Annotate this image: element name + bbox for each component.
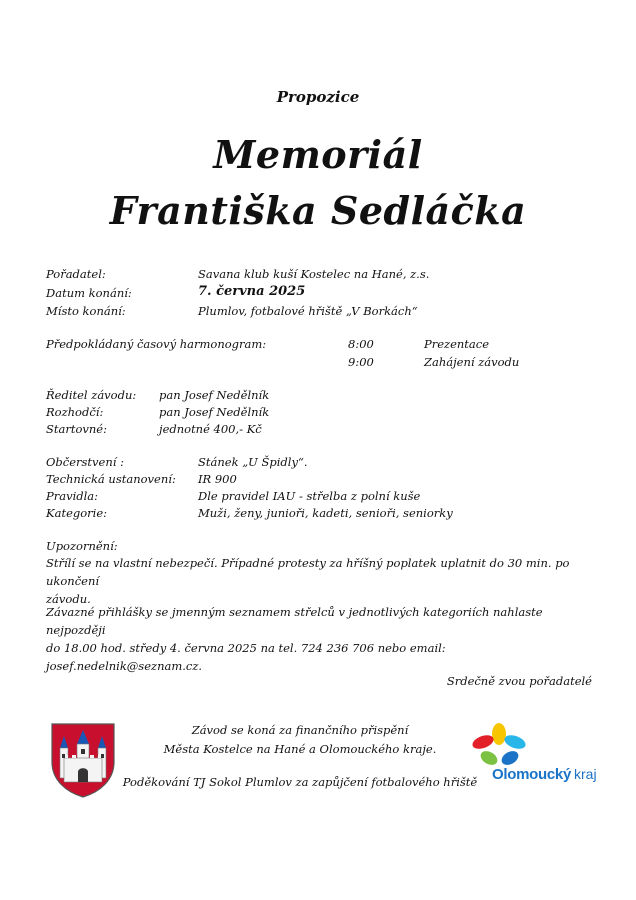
category-value: Muži, ženy, junioři, kadeti, senioři, seniorky <box>198 506 453 520</box>
olomoucky-kraj-logo <box>468 722 598 798</box>
flower-icon <box>470 722 528 768</box>
warning-text <box>46 554 594 608</box>
food-value: Stánek „U Špidly“. <box>198 455 308 469</box>
schedule-event: Prezentace <box>424 337 490 351</box>
logo-word-olomoucky: Olomoucký <box>492 766 571 783</box>
rules-label: Pravidla: <box>46 489 99 503</box>
director-value: pan Josef Nedělník <box>159 388 270 402</box>
city-coat-of-arms <box>50 722 116 798</box>
tech-value: IR 900 <box>198 472 237 486</box>
document-title-line1: Memoriál <box>213 132 423 177</box>
rules-value: Dle pravidel IAU - střelba z polní kuše <box>198 489 421 503</box>
food-label: Občerstvení : <box>46 455 124 469</box>
registration-line: do 18.00 hod. středy 4. června 2025 na tel. 724 236 706 nebo email: josef.nedelnik@seznam.cz. <box>46 641 446 673</box>
registration-text <box>46 603 594 675</box>
document-subtitle: Propozice <box>276 88 360 106</box>
judge-label: Rozhodčí: <box>46 405 104 419</box>
judge-value: pan Josef Nedělník <box>159 405 270 419</box>
footer-sponsor-line2: Města Kostelce na Hané a Olomouckého kraje. <box>163 742 437 756</box>
date-label: Datum konání: <box>46 286 132 300</box>
place-value: Plumlov, fotbalové hřiště „V Borkách“ <box>198 304 418 318</box>
category-label: Kategorie: <box>46 506 108 520</box>
tech-label: Technická ustanovení: <box>46 472 176 486</box>
schedule-label: Předpokládaný časový harmonogram: <box>46 337 267 351</box>
warning-line: Střílí se na vlastní nebezpečí. Případné protesty za hříšný poplatek uplatnit do 30 min. po ukončení <box>46 556 570 588</box>
organizer-value: Savana klub kuší Kostelec na Hané, z.s. <box>198 267 430 281</box>
fee-value: jednotné 400,- Kč <box>159 422 262 436</box>
warning-line: závodu. <box>46 592 91 606</box>
organizer-label: Pořadatel: <box>46 267 106 281</box>
warning-title: Upozornění: <box>46 539 118 553</box>
schedule-event: Zahájení závodu <box>424 355 520 369</box>
schedule-time: 9:00 <box>348 355 374 369</box>
logo-wordmark <box>492 766 602 796</box>
director-label: Ředitel závodu: <box>46 388 137 402</box>
document-title-line2: Františka Sedláčka <box>109 188 527 233</box>
footer-sponsor-line1: Závod se koná za finančního přispění <box>191 723 409 737</box>
fee-label: Startovné: <box>46 422 107 436</box>
place-label: Místo konání: <box>46 304 126 318</box>
registration-line: Závazné přihlášky se jmenným seznamem střelců v jednotlivých kategoriích nahlaste nejpozději <box>46 605 543 637</box>
date-value: 7. června 2025 <box>198 284 306 299</box>
footer-thanks-line: Poděkování TJ Sokol Plumlov za zapůjčení fotbalového hřiště <box>122 775 478 789</box>
schedule-time: 8:00 <box>348 337 374 351</box>
coat-of-arms-icon <box>50 722 116 798</box>
logo-word-kraj: kraj <box>574 766 597 782</box>
closing-text: Srdečně zvou pořadatelé <box>446 674 592 688</box>
